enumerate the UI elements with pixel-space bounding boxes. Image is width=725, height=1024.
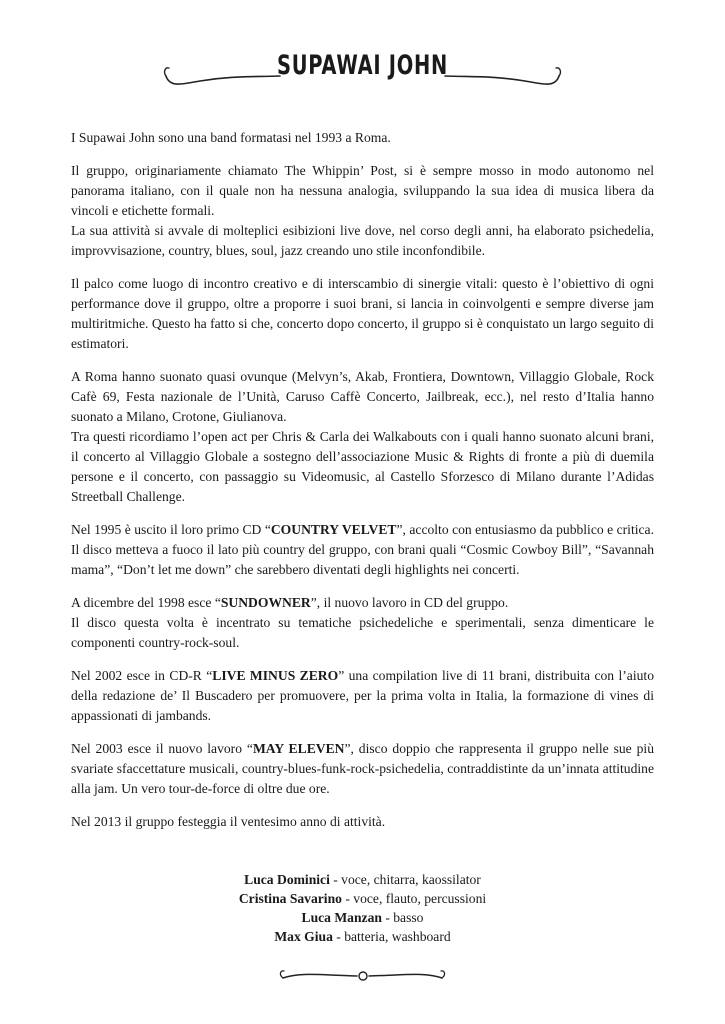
paragraph-line: A Roma hanno suonato quasi ovunque (Melvyn’s, Akab, Frontiera, Downtown, Villaggio Globale, Rock Cafè 69, Festa nazionale de l’Unità, Caruso Caffè Concerto, Jailbreak, ecc.), nel resto d’Italia hanno suonato a Milano, Crotone, Giulianova. [71, 369, 654, 424]
member-name: Luca Dominici [244, 872, 330, 887]
paragraph [71, 367, 654, 507]
paragraph-line: Il palco come luogo di incontro creativo e di interscambio di sinergie vitali: questo è l’obiettivo di ogni performance dove il gruppo, oltre a proporre i suoi brani, si lancia in coinvolgenti e sempre diverse jam multiritmiche. Questo ha fatto si che, concerto dopo concerto, il gruppo si è conquistato un largo seguito di estimatori. [71, 276, 654, 351]
album-title: SUNDOWNER [220, 595, 311, 610]
member-line [0, 870, 725, 889]
paragraph-line: Tra questi ricordiamo l’open act per Chris & Carla dei Walkabouts con i quali hanno suonato alcuni brani, il concerto al Villaggio Globale a sostegno dell’associazione Music & Rights di fronte a più di duemila persone e il concerto, con passaggio su Videomusic, al Castello Sforzesco di Milano durante l’Adidas Streetball Challenge. [71, 429, 654, 504]
member-line [0, 908, 725, 927]
paragraph [71, 593, 654, 653]
album-title: COUNTRY VELVET [270, 522, 397, 537]
band-members [0, 870, 725, 946]
paragraph [71, 161, 654, 261]
paragraph-line: A dicembre del 1998 esce “SUNDOWNER”, il nuovo lavoro in CD del gruppo. [71, 595, 509, 610]
paragraph-line: Nel 1995 è uscito il loro primo CD “COUNTRY VELVET”, accolto con entusiasmo da pubblico e critica. Il disco metteva a fuoco il lato più country del gruppo, con brani quali “Cosmic Cowboy Bill”, “Savannah mama”, “Don’t let me down” che sarebbero diventati degli highlights nei concerti. [71, 522, 654, 577]
album-title: MAY ELEVEN [252, 741, 345, 756]
member-name: Max Giua [274, 929, 333, 944]
member-role: - batteria, washboard [332, 929, 451, 944]
member-name: Luca Manzan [301, 910, 382, 925]
page-title: SUPAWAI JOHN [277, 50, 448, 81]
paragraph-line: Nel 2013 il gruppo festeggia il ventesimo anno di attività. [71, 814, 386, 829]
paragraph-line: Il gruppo, originariamente chiamato The Whippin’ Post, si è sempre mosso in modo autonomo nel panorama italiano, con il quale non ha nessuna analogia, sviluppando la sua idea di musica libera da vincoli e etichette formali. [71, 163, 654, 218]
member-role: - voce, chitarra, kaossilator [329, 872, 481, 887]
member-name: Cristina Savarino [238, 891, 342, 906]
album-title: LIVE MINUS ZERO [212, 668, 339, 683]
paragraph [71, 128, 654, 148]
member-line [0, 889, 725, 908]
member-role: - voce, flauto, percussioni [341, 891, 487, 906]
paragraph-line: Il disco questa volta è incentrato su tematiche psichedeliche e sperimentali, senza dimenticare le componenti country-rock-soul. [71, 615, 654, 650]
paragraph-line: Nel 2002 esce in CD-R “LIVE MINUS ZERO” una compilation live di 11 brani, distribuita con l’aiuto della redazione de’ Il Buscadero per promuovere, per la prima volta in Italia, la formazione di vines di appassionati di jambands. [71, 668, 654, 723]
member-line [0, 927, 725, 946]
member-role: - basso [381, 910, 424, 925]
paragraph-line: La sua attività si avvale di molteplici esibizioni live dove, nel corso degli anni, ha elaborato psichedelia, improvvisazione, country, blues, soul, jazz creando uno stile inconfondibile. [71, 223, 654, 258]
paragraph [71, 739, 654, 799]
paragraph-line: I Supawai John sono una band formatasi nel 1993 a Roma. [71, 130, 391, 145]
paragraph [71, 274, 654, 354]
footer-ornament-icon [0, 962, 725, 992]
paragraph [71, 666, 654, 726]
paragraph [71, 812, 654, 832]
biography-text [71, 128, 654, 845]
paragraph [71, 520, 654, 580]
paragraph-line: Nel 2003 esce il nuovo lavoro “MAY ELEVEN”, disco doppio che rappresenta il gruppo nelle sue più svariate sfaccettature musicali, country-blues-funk-rock-psichedelia, contraddistinte da un’innata attitudine alla jam. Un vero tour-de-force di oltre due ore. [71, 741, 654, 796]
page-header [0, 44, 725, 104]
